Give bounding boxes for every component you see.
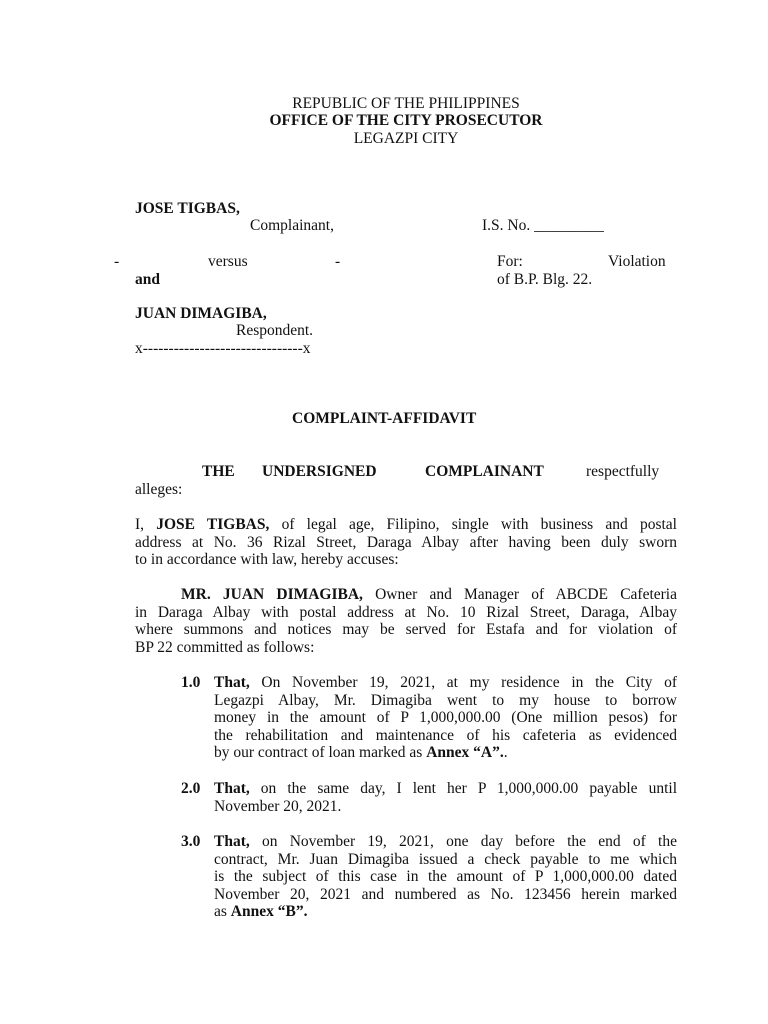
item-lead: That,	[214, 674, 250, 691]
complainant-label: Complainant,	[250, 217, 334, 234]
item-text: as	[214, 903, 231, 920]
header-office: OFFICE OF THE CITY PROSECUTOR	[269, 112, 543, 129]
annex-label: Annex “B”.	[230, 903, 308, 920]
caption-dash-right: -	[335, 253, 341, 270]
item-text: On November 19, 2021, at my residence in the City of	[249, 674, 677, 691]
caption-dash-left: -	[114, 253, 120, 270]
item-line	[214, 833, 677, 851]
item-line: contract, Mr. Juan Dimagiba issued a check payable to me which	[214, 850, 677, 868]
paragraph-complainant	[135, 516, 677, 569]
intro-word-3: COMPLAINANT	[425, 463, 544, 480]
header-city: LEGAZPI CITY	[353, 130, 459, 147]
intro-word-4: respectfully	[586, 463, 660, 480]
for-label: For:	[497, 253, 523, 270]
item-line: November 20, 2021.	[214, 797, 342, 815]
accused-name-inline: MR. JUAN DIMAGIBA,	[181, 586, 363, 603]
item-text: .	[503, 744, 508, 761]
intro-alleges: alleges:	[135, 481, 183, 498]
paragraph-text: Owner and Manager of ABCDE Cafeteria	[362, 586, 677, 603]
complainant-name: JOSE TIGBAS,	[135, 200, 240, 217]
document-title: COMPLAINT-AFFIDAVIT	[292, 410, 477, 427]
item-line	[214, 903, 677, 921]
item-text: by our contract of loan marked as	[214, 744, 427, 761]
caption-and: and	[135, 271, 160, 288]
violation-label: Violation	[608, 253, 666, 270]
item-line	[214, 780, 677, 798]
complainant-name-inline: JOSE TIGBAS,	[156, 516, 270, 533]
paragraph-line	[135, 516, 677, 534]
item-lead: That,	[214, 833, 250, 850]
item-line: November 20, 2021 and numbered as No. 123456 herein marked	[214, 885, 677, 903]
item-line: is the subject of this case in the amount of P 1,000,000.00 dated	[214, 868, 677, 885]
allegation-item	[214, 780, 677, 815]
paragraph-text: I,	[135, 516, 157, 533]
bp-reference: of B.P. Blg. 22.	[497, 271, 593, 288]
item-number: 2.0	[181, 780, 201, 797]
annex-label: Annex “A”.	[426, 744, 504, 761]
header-republic: REPUBLIC OF THE PHILIPPINES	[292, 95, 520, 112]
is-number: I.S. No. _________	[482, 217, 604, 234]
item-line: Legazpi Albay, Mr. Dimagiba went to my house to borrow	[214, 691, 677, 709]
paragraph-line: where summons and notices may be served for Estafa and for violation of	[135, 621, 677, 638]
caption-x-line: x-------------------------------x	[135, 340, 311, 357]
item-lead: That,	[214, 780, 250, 797]
paragraph-line: BP 22 committed as follows:	[135, 638, 315, 656]
paragraph-accused	[135, 586, 677, 656]
caption-versus: versus	[208, 253, 248, 270]
intro-word-1: THE	[202, 463, 235, 480]
allegation-item	[214, 833, 677, 921]
item-line	[214, 674, 677, 692]
paragraph-line: in Daraga Albay with postal address at No. 10 Rizal Street, Daraga, Albay	[135, 603, 677, 621]
item-line	[214, 744, 677, 762]
item-line: the rehabilitation and maintenance of his cafeteria as evidenced	[214, 726, 677, 744]
item-text: on the same day, I lent her P 1,000,000.00 payable until	[249, 780, 677, 797]
intro-word-2: UNDERSIGNED	[262, 463, 377, 480]
item-text: on November 19, 2021, one day before the end of the	[249, 833, 677, 850]
allegation-item	[214, 674, 677, 762]
paragraph-line	[135, 586, 677, 604]
respondent-name: JUAN DIMAGIBA,	[135, 305, 267, 322]
respondent-label: Respondent.	[236, 322, 314, 339]
item-number: 1.0	[181, 674, 201, 691]
item-number: 3.0	[181, 833, 201, 850]
paragraph-text: of legal age, Filipino, single with business and postal	[269, 516, 677, 533]
paragraph-line: to in accordance with law, hereby accuses:	[135, 551, 399, 568]
paragraph-line: address at No. 36 Rizal Street, Daraga Albay after having been duly sworn	[135, 533, 677, 551]
item-line: money in the amount of P 1,000,000.00 (One million pesos) for	[214, 709, 677, 726]
